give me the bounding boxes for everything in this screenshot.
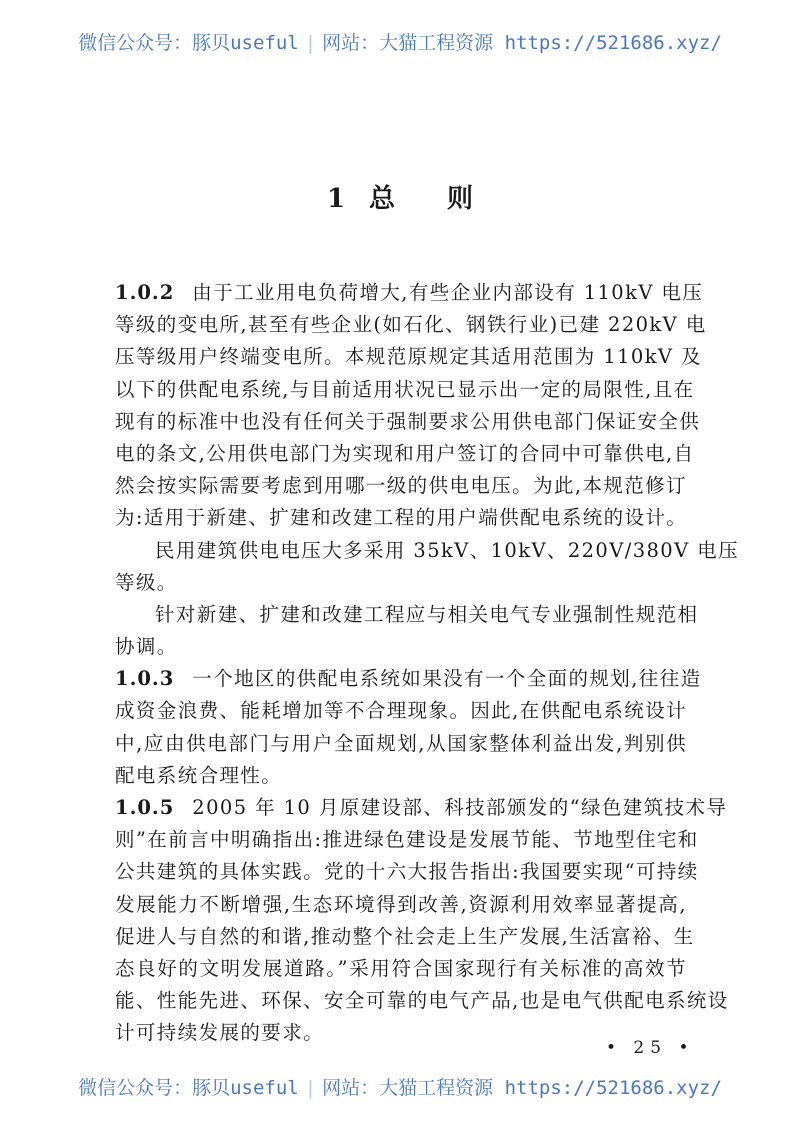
clause-line [115,277,704,309]
clause-line: 压等级用户终端变电所。本规范原规定其适用范围为 110kV 及 [115,345,702,369]
watermark-header [0,28,800,55]
clause-line: 然会按实际需要考虑到用哪一级的供电电压。为此,本规范修订 [115,474,687,498]
clause-line: 则”在前言中明确指出:推进绿色建设是发展节能、节地型住宅和 [115,828,699,852]
document-body [115,277,739,1050]
clause-text: 一个地区的供配电系统如果没有一个全面的规划,往往造 [192,667,702,691]
clause-line [115,663,702,695]
watermark-website: 网站：大猫工程资源 https://521686.xyz/ [322,32,722,54]
paragraph-line: 协调。 [115,635,178,659]
clause-line: 现有的标准中也没有任何关于强制要求公用供电部门保证安全供 [115,409,701,433]
watermark-wechat: 微信公众号：豚贝useful [78,32,299,54]
page-number: • 25 • [606,1038,695,1058]
clause-line: 态良好的文明发展道路。”采用符合国家现行有关标准的高效节 [115,956,687,980]
clause-number: 1.0.5 [115,796,175,819]
clause-number: 1.0.2 [115,281,175,304]
clause-line: 中,应由供电部门与用户全面规划,从国家整体利益出发,判别供 [115,731,687,755]
clause-line [115,792,728,824]
clause-line: 成资金浪费、能耗增加等不合理现象。因此,在供配电系统设计 [115,699,687,723]
clause-line: 等级的变电所,甚至有些企业(如石化、钢铁行业)已建 220kV 电 [115,313,707,337]
paragraph-line: 等级。 [115,570,178,594]
clause-number: 1.0.3 [115,667,175,691]
watermark-wechat: 微信公众号：豚贝useful [78,1077,299,1099]
watermark-separator: | [304,32,317,54]
clause-line: 电的条文,公用供电部门为实现和用户签订的合同中可靠供电,自 [115,441,695,465]
chapter-title-char-1: 总 [369,184,396,214]
clause-line: 以下的供配电系统,与目前适用状况已显示出一定的局限性,且在 [115,377,695,401]
watermark-website: 网站：大猫工程资源 https://521686.xyz/ [322,1077,722,1099]
paragraph-line: 民用建筑供电电压大多采用 35kV、10kV、220V/380V 电压 [155,538,739,562]
clause-line: 能、性能先进、环保、安全可靠的电气产品,也是电气供配电系统设 [115,989,729,1013]
clause-line: 计可持续发展的要求。 [115,1021,325,1045]
clause-text: 由于工业用电负荷增大,有些企业内部设有 110kV 电压 [192,281,704,304]
clause-line: 公共建筑的具体实践。党的十六大报告指出:我国要实现“可持续 [115,860,699,884]
clause-text: 2005 年 10 月原建设部、科技部颁发的“绿色建筑技术导 [192,796,728,819]
chapter-number: 1 [326,184,346,214]
clause-line: 促进人与自然的和谐,推动整个社会走上生产发展,生活富裕、生 [115,924,695,948]
clause-line: 配电系统合理性。 [115,763,283,787]
chapter-title [0,178,800,215]
watermark-footer [0,1073,800,1100]
clause-line: 为:适用于新建、扩建和改建工程的用户端供配电系统的设计。 [115,506,688,530]
chapter-title-char-2: 则 [447,184,474,214]
watermark-separator: | [304,1077,317,1099]
clause-line: 发展能力不断增强,生态环境得到改善,资源利用效率显著提高, [115,892,687,916]
paragraph-line: 针对新建、扩建和改建工程应与相关电气专业强制性规范相 [155,602,699,626]
